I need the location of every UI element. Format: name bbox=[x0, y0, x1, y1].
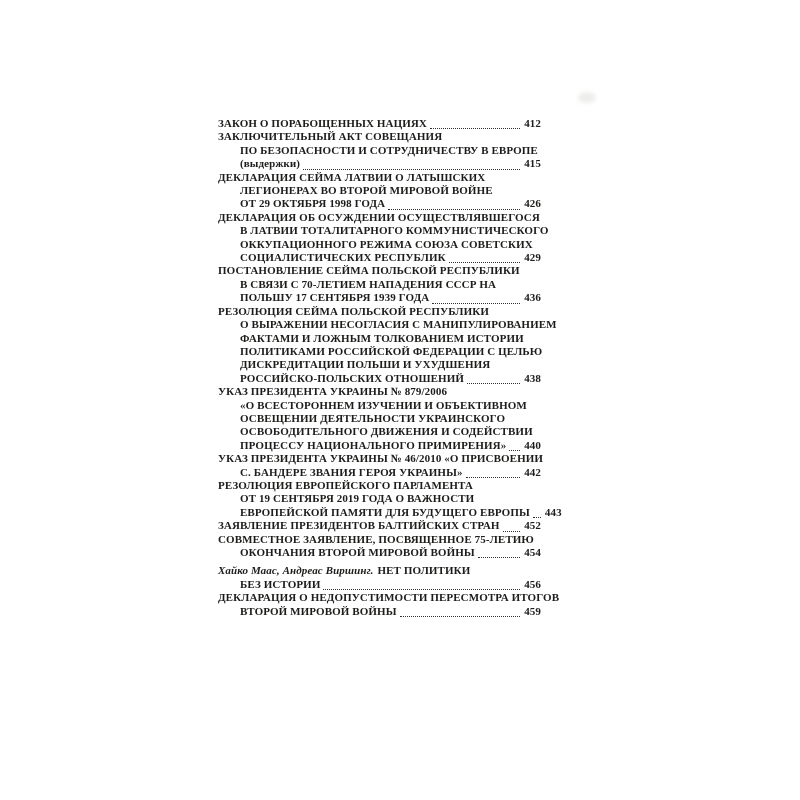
toc-line bbox=[218, 440, 541, 453]
toc-line bbox=[218, 306, 541, 319]
toc-line bbox=[218, 579, 541, 592]
toc-line bbox=[218, 453, 544, 466]
toc-line bbox=[218, 400, 541, 413]
dotted-leader bbox=[478, 547, 520, 558]
page-number: 443 bbox=[544, 506, 562, 519]
page-number: 459 bbox=[524, 605, 541, 618]
dotted-leader bbox=[467, 373, 520, 384]
dotted-leader bbox=[449, 252, 521, 263]
toc-line bbox=[218, 225, 549, 238]
toc-entry-title-text: БЕЗ ИСТОРИИ bbox=[240, 578, 321, 591]
toc-line bbox=[218, 606, 541, 619]
toc-entry-title-text: ЗАКОН О ПОРАБОЩЕННЫХ НАЦИЯХ bbox=[218, 118, 427, 130]
toc-entry bbox=[218, 534, 541, 561]
toc-entry-title-text: В СВЯЗИ С 70-ЛЕТИЕМ НАПАДЕНИЯ СССР НА bbox=[240, 278, 497, 291]
toc-line bbox=[218, 386, 541, 399]
toc-entry-title-text: УКАЗ ПРЕЗИДЕНТА УКРАИНЫ № 46/2010 «О ПРИСВОЕНИИ bbox=[218, 453, 544, 466]
toc-entry-title-text: СОЦИАЛИСТИЧЕСКИХ РЕСПУБЛИК bbox=[240, 252, 446, 265]
toc-entry-title-text: ПОЛЬШУ 17 СЕНТЯБРЯ 1939 ГОДА bbox=[240, 292, 430, 305]
toc-line bbox=[218, 265, 541, 278]
dotted-leader bbox=[466, 467, 521, 478]
toc-entry bbox=[218, 592, 560, 619]
toc-line bbox=[218, 373, 541, 386]
toc-entry-title-text: ОТ 29 ОКТЯБРЯ 1998 ГОДА bbox=[240, 198, 386, 211]
page-number: 452 bbox=[524, 520, 541, 533]
toc-entry-title-text: ОТ 19 СЕНТЯБРЯ 2019 ГОДА О ВАЖНОСТИ bbox=[240, 493, 475, 506]
page-smudge-artifact bbox=[578, 92, 596, 103]
toc-entry-title-text: С. БАНДЕРЕ ЗВАНИЯ ГЕРОЯ УКРАИНЫ» bbox=[240, 466, 463, 479]
toc-line bbox=[218, 592, 560, 605]
toc-entry bbox=[218, 265, 541, 305]
page-number: 438 bbox=[524, 372, 541, 385]
dotted-leader bbox=[400, 606, 521, 617]
page-number: 436 bbox=[524, 292, 541, 305]
toc-entry bbox=[218, 565, 541, 592]
toc-entry-title-text: РОССИЙСКО-ПОЛЬСКИХ ОТНОШЕНИЙ bbox=[240, 372, 465, 385]
toc-entry-title-text: ВТОРОЙ МИРОВОЙ ВОЙНЫ bbox=[240, 605, 397, 618]
toc-line bbox=[218, 319, 557, 332]
toc-entry-title-text: ПОСТАНОВЛЕНИЕ СЕЙМА ПОЛЬСКОЙ РЕСПУБЛИКИ bbox=[218, 265, 520, 278]
toc-entry bbox=[218, 131, 541, 171]
dotted-leader bbox=[388, 198, 520, 209]
toc-entry-title-text: СОВМЕСТНОЕ ЗАЯВЛЕНИЕ, ПОСВЯЩЕННОЕ 75-ЛЕТИЮ bbox=[218, 533, 534, 546]
dotted-leader bbox=[303, 158, 520, 169]
toc-entry-title-text: ЗАКЛЮЧИТЕЛЬНЫЙ АКТ СОВЕЩАНИЯ bbox=[218, 131, 443, 144]
toc-entry-title-text: ДЕКЛАРАЦИЯ О НЕДОПУСТИМОСТИ ПЕРЕСМОТРА ИТОГОВ bbox=[218, 592, 560, 605]
toc-line bbox=[218, 359, 541, 372]
toc-line bbox=[218, 145, 541, 158]
toc-entry-title-text: ПОЛИТИКАМИ РОССИЙСКОЙ ФЕДЕРАЦИИ С ЦЕЛЬЮ bbox=[240, 345, 543, 358]
toc-line bbox=[218, 534, 541, 547]
table-of-contents bbox=[218, 118, 562, 619]
toc-line bbox=[218, 413, 541, 426]
toc-entry-title-text: «О ВСЕСТОРОННЕМ ИЗУЧЕНИИ И ОБЪЕКТИВНОМ bbox=[240, 399, 527, 412]
toc-entry-title-text: РЕЗОЛЮЦИЯ СЕЙМА ПОЛЬСКОЙ РЕСПУБЛИКИ bbox=[218, 305, 489, 318]
toc-entry-title-text: ДИСКРЕДИТАЦИИ ПОЛЬШИ И УХУДШЕНИЯ bbox=[240, 359, 491, 372]
toc-line bbox=[218, 252, 541, 265]
toc-entry-title-text: РЕЗОЛЮЦИЯ ЕВРОПЕЙСКОГО ПАРЛАМЕНТА bbox=[218, 479, 473, 492]
toc-entry-title-text: ПРОЦЕССУ НАЦИОНАЛЬНОГО ПРИМИРЕНИЯ» bbox=[240, 439, 507, 452]
dotted-leader bbox=[323, 579, 520, 590]
toc-entry bbox=[218, 479, 562, 520]
dotted-leader bbox=[533, 507, 541, 518]
page-number: 415 bbox=[524, 158, 541, 171]
page-number: 456 bbox=[524, 578, 541, 591]
toc-line bbox=[218, 480, 541, 493]
toc-entry-title-text: УКАЗ ПРЕЗИДЕНТА УКРАИНЫ № 879/2006 bbox=[218, 386, 448, 399]
dotted-leader bbox=[509, 440, 520, 451]
toc-entry-title-text: ЗАЯВЛЕНИЕ ПРЕЗИДЕНТОВ БАЛТИЙСКИХ СТРАН bbox=[218, 520, 500, 533]
toc-entry bbox=[218, 211, 549, 266]
toc-line bbox=[218, 292, 541, 305]
toc-entry-title-text: ДЕКЛАРАЦИЯ ОБ ОСУЖДЕНИИ ОСУЩЕСТВЛЯВШЕГОСЯ bbox=[218, 211, 540, 224]
toc-entry-title-text: НЕТ ПОЛИТИКИ bbox=[377, 565, 471, 578]
toc-line bbox=[218, 346, 541, 359]
toc-line bbox=[218, 198, 541, 211]
toc-entry-title-text: ЛЕГИОНЕРАХ ВО ВТОРОЙ МИРОВОЙ ВОЙНЕ bbox=[240, 185, 493, 198]
toc-line bbox=[218, 506, 562, 520]
toc-line bbox=[218, 212, 541, 225]
page-number: 429 bbox=[524, 252, 541, 265]
toc-line bbox=[218, 239, 541, 252]
toc-entry-title-text: (выдержки) bbox=[240, 158, 301, 171]
toc-line bbox=[218, 172, 541, 185]
toc-entry-title-text: О ВЫРАЖЕНИИ НЕСОГЛАСИЯ С МАНИПУЛИРОВАНИЕМ bbox=[240, 319, 557, 332]
page-number: 440 bbox=[524, 439, 541, 452]
toc-entry-title-text: ОККУПАЦИОННОГО РЕЖИМА СОЮЗА СОВЕТСКИХ bbox=[240, 238, 533, 251]
toc-line bbox=[218, 426, 541, 439]
toc-entry bbox=[218, 172, 541, 212]
toc-entry-title-text: ФАКТАМИ И ЛОЖНЫМ ТОЛКОВАНИЕМ ИСТОРИИ bbox=[240, 332, 524, 345]
toc-entry bbox=[218, 520, 541, 533]
toc-line bbox=[218, 158, 541, 171]
toc-entry bbox=[218, 118, 541, 131]
toc-entry-title-text: ПО БЕЗОПАСНОСТИ И СОТРУДНИЧЕСТВУ В ЕВРОПЕ bbox=[240, 144, 538, 157]
page-number: 454 bbox=[524, 547, 541, 559]
author-names: Хайко Маас, Андреас Виршинг. bbox=[218, 565, 374, 578]
toc-entry-title-text: ОКОНЧАНИЯ ВТОРОЙ МИРОВОЙ ВОЙНЫ bbox=[240, 547, 475, 559]
page-number: 442 bbox=[524, 466, 541, 479]
toc-entry bbox=[218, 386, 541, 453]
dotted-leader bbox=[503, 520, 521, 531]
toc-line bbox=[218, 185, 541, 198]
toc-line bbox=[218, 118, 541, 131]
toc-entry-title-text: ДЕКЛАРАЦИЯ СЕЙМА ЛАТВИИ О ЛАТЫШСКИХ bbox=[218, 171, 486, 184]
dotted-leader bbox=[432, 292, 520, 303]
page-number: 426 bbox=[524, 198, 541, 211]
toc-line bbox=[218, 565, 541, 578]
toc-entry-title-text: ОСВОБОДИТЕЛЬНОГО ДВИЖЕНИЯ И СОДЕЙСТВИИ bbox=[240, 426, 533, 439]
toc-line bbox=[218, 279, 541, 292]
toc-entry-title-text: В ЛАТВИИ ТОТАЛИТАРНОГО КОММУНИСТИЧЕСКОГО bbox=[240, 225, 549, 238]
toc-entry-title-text: ЕВРОПЕЙСКОЙ ПАМЯТИ ДЛЯ БУДУЩЕГО ЕВРОПЫ bbox=[240, 506, 530, 519]
toc-entry bbox=[218, 305, 557, 386]
toc-line bbox=[218, 547, 541, 560]
toc-line bbox=[218, 467, 541, 480]
toc-line bbox=[218, 493, 541, 506]
toc-line bbox=[218, 333, 541, 346]
toc-entry-title-text: ОСВЕЩЕНИИ ДЕЯТЕЛЬНОСТИ УКРАИНСКОГО bbox=[240, 412, 506, 425]
toc-line bbox=[218, 520, 541, 533]
toc-line bbox=[218, 131, 541, 144]
toc-entry bbox=[218, 453, 544, 480]
page-number: 412 bbox=[524, 118, 541, 130]
dotted-leader bbox=[430, 118, 520, 129]
